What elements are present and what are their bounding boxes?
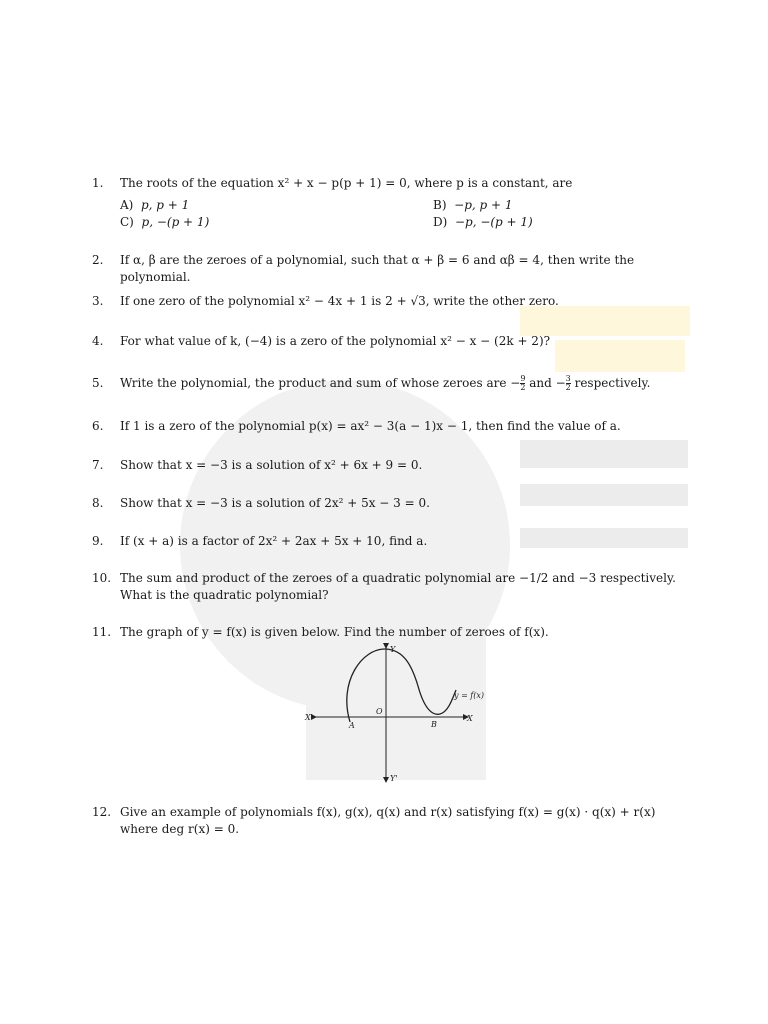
question-number: 12. (92, 805, 112, 819)
function-graph (300, 642, 490, 784)
question-text-and: and − (525, 376, 566, 390)
question-7 (92, 457, 678, 474)
watermark-yellow-bar (520, 306, 690, 336)
question-text: Write the polynomial, the product and sum of whose zeroes are − (120, 376, 521, 390)
question-text: Give an example of polynomials f(x), g(x), q(x) and r(x) satisfying f(x) = g(x) · q(x) + r(x) where deg r(x) = 0. (120, 805, 656, 836)
option-b: B) −p, p + 1 (433, 198, 513, 212)
question-number: 10. (92, 571, 112, 585)
question-10 (92, 570, 678, 604)
question-9 (92, 533, 678, 550)
question-text: The graph of y = f(x) is given below. Find the number of zeroes of f(x). (120, 625, 549, 639)
label-origin: O (376, 707, 383, 716)
question-number: 1. (92, 176, 104, 190)
curve-y-equals-f-of-x (347, 649, 456, 722)
question-number: 3. (92, 294, 104, 308)
question-11 (92, 624, 678, 641)
question-2 (92, 252, 678, 286)
fraction-three-halves: $\frac{3}{2}$ (565, 374, 571, 392)
label-point-a: A (349, 721, 355, 730)
options-grid (120, 194, 678, 228)
question-text: For what value of k, (−4) is a zero of the polynomial x² − x − (2k + 2)? (120, 334, 551, 348)
question-number: 7. (92, 458, 104, 472)
question-1 (92, 175, 678, 228)
option-c: C) p, −(p + 1) (120, 215, 210, 229)
question-4 (92, 333, 678, 350)
question-3 (92, 293, 678, 310)
question-8 (92, 495, 678, 512)
question-number: 11. (92, 625, 112, 639)
question-text: If one zero of the polynomial x² − 4x + 1 is 2 + √3, write the other zero. (120, 294, 559, 308)
question-text: If (x + a) is a factor of 2x² + 2ax + 5x + 10, find a. (120, 534, 428, 548)
label-point-b: B (431, 720, 437, 729)
option-d: D) −p, −(p + 1) (433, 215, 533, 229)
question-number: 2. (92, 253, 104, 267)
question-text: If 1 is a zero of the polynomial p(x) = ax² − 3(a − 1)x − 1, then find the value of a. (120, 419, 621, 433)
question-text-end: respectively. (570, 376, 651, 390)
label-curve: y = f(x) (454, 691, 485, 700)
question-number: 4. (92, 334, 104, 348)
label-x: X (467, 714, 473, 723)
question-text: The roots of the equation x² + x − p(p + 1) = 0, where p is a constant, are (120, 176, 573, 190)
question-text: Show that x = −3 is a solution of 2x² + 5x − 3 = 0. (120, 496, 430, 510)
question-6 (92, 418, 678, 435)
question-text: Show that x = −3 is a solution of x² + 6x + 9 = 0. (120, 458, 423, 472)
question-text: The sum and product of the zeroes of a quadratic polynomial are −1/2 and −3 respectively. What is the quadratic polynomial? (120, 571, 676, 602)
question-number: 6. (92, 419, 104, 433)
fraction-nine-halves: $\frac{9}{2}$ (520, 374, 526, 392)
label-x-negative: X' (305, 713, 313, 722)
question-text: If α, β are the zeroes of a polynomial, such that α + β = 6 and αβ = 4, then write the polynomial. (120, 253, 635, 284)
label-y: Y (390, 645, 396, 654)
question-number: 9. (92, 534, 104, 548)
label-y-negative: Y' (390, 774, 398, 783)
question-5 (92, 375, 678, 392)
question-number: 8. (92, 496, 104, 510)
question-number: 5. (92, 376, 104, 390)
question-12 (92, 804, 678, 838)
option-a: A) p, p + 1 (120, 198, 190, 212)
